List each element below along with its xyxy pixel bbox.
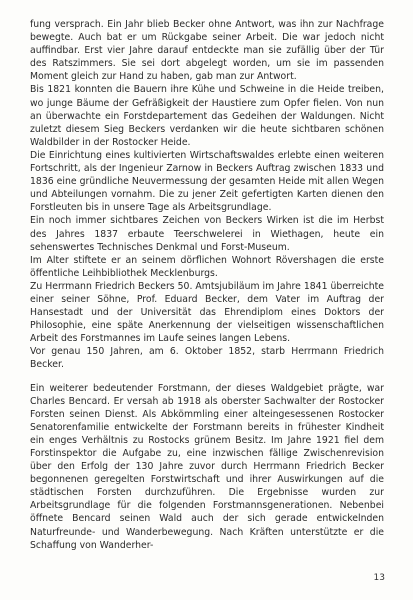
paragraph-4: Ein noch immer sichtbares Zeichen von Beckers Wirken ist die im Herbst des Jahres 1837 erbaute Teerschwelerei in Wiethagen, heute ein sehenswertes Technisches Denkmal und Forst-Museum. (30, 215, 384, 253)
body-text (30, 18, 384, 552)
paragraph-7: Vor genau 150 Jahren, am 6. Oktober 1852, starb Herrmann Friedrich Becker. (30, 346, 384, 371)
paragraph-6: Zu Herrmann Friedrich Beckers 50. Amtsjubiläum im Jahre 1841 überreichte einer seiner Söhne, Prof. Eduard Becker, dem Vater im Auftrag der Hansestadt und der Universität das Ehrendiplom eines Doktors der Philosophie, eine späte Anerkennung der vielseitigen wissenschaftlichen Arbeit des Forstmannes im Laufe seines langen Lebens. (30, 280, 384, 345)
paragraph-8: Ein weiterer bedeutender Forstmann, der dieses Waldgebiet prägte, war Charles Bencard. Er versah ab 1918 als oberster Sachwalter der Rostocker Forsten seinen Dienst. Als Abkömmling einer alteingesessenen Rostocker Senatorenfamilie entwickelte der Forstmann bereits in frühester Kindheit ein enges Verhältnis zu Rostocks grünem Besitz. Im Jahre 1921 fiel dem Forstinspektor die Aufgabe zu, eine inzwischen fällige Zwischenrevision über den Erfolg der 130 Jahre zuvor durch Herrmann Friedrich Becker begonnenen geregelten Forstwirtschaft und ihrer Auswirkungen auf die städtischen Forsten durchzuführen. Die Ergebnisse wurden zur Arbeitsgrundlage für die folgenden Forstmannsgenerationen. Nebenbei öffnete Bencard seinen Wald auch der sich gerade entwickelnden Naturfreunde- und Wanderbewegung. Nach Kräften unterstützte er die Schaffung von Wanderher- (30, 382, 384, 551)
paragraph-3: Die Einrichtung eines kultivierten Wirtschaftswaldes erlebte einen weiteren Fortschritt, als der Ingenieur Zarnow in Beckers Auftrag zwischen 1833 und 1836 eine gründliche Neuvermessung der gesamten Heide mit allen Wegen und Abteilungen vornahm. Die zu jener Zeit gefertigten Karten dienen den Forstleuten bis in unsere Tage als Arbeitsgrundlage. (30, 149, 384, 214)
page-number: 13 (373, 573, 385, 583)
paragraph-1: fung versprach. Ein Jahr blieb Becker ohne Antwort, was ihn zur Nachfrage bewegte. Auch bat er um Rückgabe seiner Arbeit. Die war jedoch nicht auffindbar. Erst vier Jahre darauf entdeckte man sie zufällig über der Tür des Ratszimmers. Sie sei dort abgelegt worden, um sie im passenden Moment gleich zur Hand zu haben, gab man zur Antwort. (30, 19, 384, 83)
paragraph-2: Bis 1821 konnten die Bauern ihre Kühe und Schweine in die Heide treiben, wo junge Bäume der Gefräßigkeit der Haustiere zum Opfer fielen. Von nun an überwachte ein Forstdepartement das Gedeihen der Waldungen. Nicht zuletzt diesem Sieg Beckers verdanken wir die heute sichtbaren schönen Waldbilder in der Rostocker Heide. (30, 84, 384, 148)
paragraph-5: Im Alter stiftete er an seinem dörflichen Wohnort Rövershagen die erste öffentliche Leihbibliothek Mecklenburgs. (30, 254, 384, 279)
